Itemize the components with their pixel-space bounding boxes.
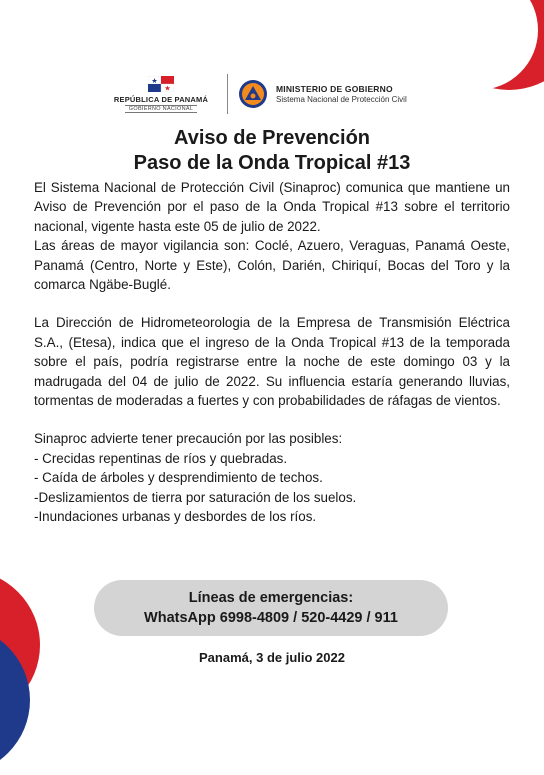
warning-item: - Crecidas repentinas de ríos y quebradas. [34,450,288,466]
paragraph-intro: El Sistema Nacional de Protección Civil (Sinaproc) comunica que mantiene un Aviso de Prevención por el paso de la Onda Tropical #13 sobre el territorio nacional, vigente hasta este 05 de julio de 2022. [34,180,510,234]
ministry-block [276,84,407,104]
emergency-lines-box [94,580,448,636]
emergency-heading: Líneas de emergencias: [188,590,354,606]
civil-protection-seal-icon [238,79,268,109]
paragraph-areas: Las áreas de mayor vigilancia son: Coclé, Azuero, Veraguas, Panamá Oeste, Panamá (Centro, Norte y Este), Colón, Darién, Chiriquí, Bocas del Toro y la comarca Ngäbe-Buglé. [34,238,510,293]
warning-item: - Caída de árboles y desprendimiento de techos. [34,470,323,486]
warning-item: -Deslizamientos de tierra por saturación de los suelos. [34,489,357,505]
ministry-name: MINISTERIO DE GOBIERNO [276,84,393,94]
header-divider [227,74,228,114]
warning-item: -Inundaciones urbanas y desbordes de los ríos. [34,509,317,525]
announcement-body [34,178,510,527]
paragraph-warning-intro: Sinaproc advierte tener precaución por las posibles: [34,431,343,447]
republic-logo [105,76,217,113]
paragraph-gap [34,410,510,429]
panama-flag-icon [148,76,174,92]
paragraph-gap [34,294,510,313]
page-title [0,126,544,176]
header-logos [105,72,445,116]
republic-name: REPÚBLICA DE PANAMÁ [113,94,209,104]
ministry-subtitle: Sistema Nacional de Protección Civil [276,95,407,104]
republic-subtitle: GOBIERNO NACIONAL [125,105,197,113]
emergency-numbers: WhatsApp 6998-4809 / 520-4429 / 911 [144,610,398,626]
title-line-2: Paso de la Onda Tropical #13 [133,152,411,174]
title-line-1: Aviso de Prevención [174,127,370,149]
footer-date: Panamá, 3 de julio 2022 [199,650,345,665]
paragraph-etesa: La Dirección de Hidrometeorologia de la Empresa de Transmisión Eléctrica S.A., (Etesa), indica que el ingreso de la Onda Tropical #13 de la temporada sobre el país, podría registrarse entre la noche de este domingo 03 y la madrugada del 04 de julio de 2022. Su influencia estaría generando lluvias, tormentas de moderadas a fuertes y con probabilidades de ráfagas de vientos. [34,315,510,409]
